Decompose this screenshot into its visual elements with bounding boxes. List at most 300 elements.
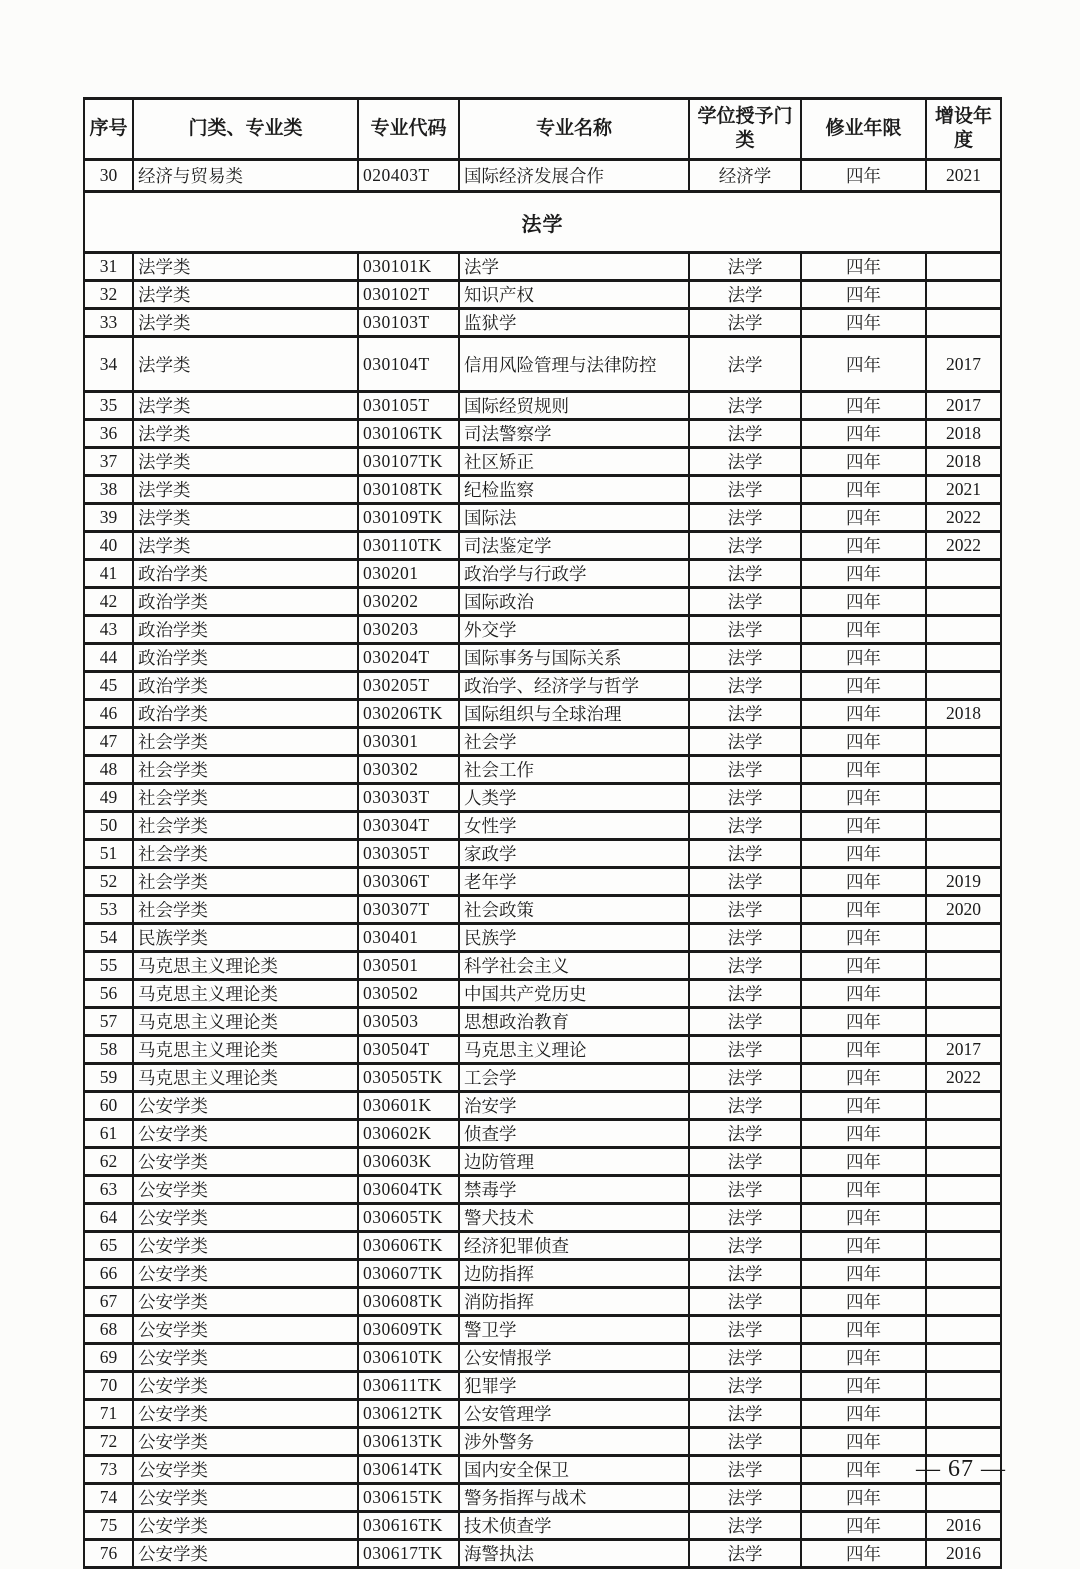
cell-added: 2017 bbox=[926, 1036, 1001, 1064]
cell-category: 公安学类 bbox=[133, 1316, 358, 1344]
cell-category: 政治学类 bbox=[133, 560, 358, 588]
cell-code: 030108TK bbox=[358, 476, 459, 504]
cell-category: 政治学类 bbox=[133, 700, 358, 728]
cell-code: 030102T bbox=[358, 281, 459, 309]
cell-added bbox=[926, 1232, 1001, 1260]
cell-degree: 法学 bbox=[689, 1540, 801, 1568]
cell-years: 四年 bbox=[801, 644, 926, 672]
table-header bbox=[84, 99, 1001, 160]
cell-years: 四年 bbox=[801, 728, 926, 756]
cell-years: 四年 bbox=[801, 616, 926, 644]
cell-added bbox=[926, 1008, 1001, 1036]
cell-category: 马克思主义理论类 bbox=[133, 1008, 358, 1036]
cell-name: 民族学 bbox=[459, 924, 689, 952]
cell-code: 030609TK bbox=[358, 1316, 459, 1344]
column-header-added: 增设年度 bbox=[926, 99, 1001, 160]
cell-name: 法学 bbox=[459, 253, 689, 281]
cell-years: 四年 bbox=[801, 1092, 926, 1120]
cell-category: 法学类 bbox=[133, 420, 358, 448]
cell-degree: 法学 bbox=[689, 1400, 801, 1428]
cell-code: 030602K bbox=[358, 1120, 459, 1148]
cell-code: 030608TK bbox=[358, 1288, 459, 1316]
cell-years: 四年 bbox=[801, 1484, 926, 1512]
cell-no: 42 bbox=[84, 588, 133, 616]
cell-code: 030204T bbox=[358, 644, 459, 672]
cell-degree: 法学 bbox=[689, 1316, 801, 1344]
cell-degree: 法学 bbox=[689, 812, 801, 840]
cell-degree: 法学 bbox=[689, 1372, 801, 1400]
cell-years: 四年 bbox=[801, 812, 926, 840]
cell-years: 四年 bbox=[801, 532, 926, 560]
cell-added: 2016 bbox=[926, 1540, 1001, 1568]
cell-name: 知识产权 bbox=[459, 281, 689, 309]
cell-category: 社会学类 bbox=[133, 896, 358, 924]
cell-name: 国际经济发展合作 bbox=[459, 160, 689, 192]
cell-degree: 法学 bbox=[689, 728, 801, 756]
cell-category: 马克思主义理论类 bbox=[133, 980, 358, 1008]
table-row bbox=[84, 1344, 1001, 1372]
cell-code: 030504T bbox=[358, 1036, 459, 1064]
cell-degree: 法学 bbox=[689, 1232, 801, 1260]
cell-no: 75 bbox=[84, 1512, 133, 1540]
cell-years: 四年 bbox=[801, 924, 926, 952]
cell-added: 2018 bbox=[926, 700, 1001, 728]
table-row bbox=[84, 1428, 1001, 1456]
table-row bbox=[84, 1288, 1001, 1316]
cell-added: 2018 bbox=[926, 448, 1001, 476]
cell-category: 马克思主义理论类 bbox=[133, 1064, 358, 1092]
cell-name: 国际政治 bbox=[459, 588, 689, 616]
cell-name: 中国共产党历史 bbox=[459, 980, 689, 1008]
cell-code: 030202 bbox=[358, 588, 459, 616]
cell-code: 030304T bbox=[358, 812, 459, 840]
cell-no: 38 bbox=[84, 476, 133, 504]
cell-degree: 法学 bbox=[689, 840, 801, 868]
table-row bbox=[84, 700, 1001, 728]
cell-no: 49 bbox=[84, 784, 133, 812]
cell-years: 四年 bbox=[801, 160, 926, 192]
cell-no: 54 bbox=[84, 924, 133, 952]
cell-added bbox=[926, 728, 1001, 756]
table-row bbox=[84, 532, 1001, 560]
table-row bbox=[84, 896, 1001, 924]
cell-name: 国际事务与国际关系 bbox=[459, 644, 689, 672]
cell-name: 社区矫正 bbox=[459, 448, 689, 476]
cell-years: 四年 bbox=[801, 980, 926, 1008]
cell-category: 政治学类 bbox=[133, 672, 358, 700]
cell-name: 国际法 bbox=[459, 504, 689, 532]
cell-name: 政治学、经济学与哲学 bbox=[459, 672, 689, 700]
cell-no: 44 bbox=[84, 644, 133, 672]
cell-degree: 法学 bbox=[689, 952, 801, 980]
table-row bbox=[84, 1232, 1001, 1260]
cell-name: 马克思主义理论 bbox=[459, 1036, 689, 1064]
cell-years: 四年 bbox=[801, 1400, 926, 1428]
cell-category: 社会学类 bbox=[133, 784, 358, 812]
cell-added bbox=[926, 1260, 1001, 1288]
table-row bbox=[84, 728, 1001, 756]
cell-added bbox=[926, 616, 1001, 644]
cell-code: 030612TK bbox=[358, 1400, 459, 1428]
cell-code: 030305T bbox=[358, 840, 459, 868]
cell-name: 监狱学 bbox=[459, 309, 689, 337]
cell-added: 2018 bbox=[926, 420, 1001, 448]
cell-no: 46 bbox=[84, 700, 133, 728]
section-header-label: 法学 bbox=[84, 192, 1001, 253]
table-row bbox=[84, 1484, 1001, 1512]
cell-years: 四年 bbox=[801, 672, 926, 700]
cell-code: 030107TK bbox=[358, 448, 459, 476]
table-row bbox=[84, 253, 1001, 281]
cell-years: 四年 bbox=[801, 560, 926, 588]
table-row bbox=[84, 337, 1001, 392]
cell-category: 政治学类 bbox=[133, 588, 358, 616]
table-row bbox=[84, 504, 1001, 532]
cell-years: 四年 bbox=[801, 840, 926, 868]
cell-years: 四年 bbox=[801, 504, 926, 532]
cell-category: 公安学类 bbox=[133, 1540, 358, 1568]
cell-degree: 法学 bbox=[689, 1176, 801, 1204]
cell-code: 030401 bbox=[358, 924, 459, 952]
table-row bbox=[84, 1204, 1001, 1232]
cell-code: 030606TK bbox=[358, 1232, 459, 1260]
cell-years: 四年 bbox=[801, 1036, 926, 1064]
column-header-name: 专业名称 bbox=[459, 99, 689, 160]
cell-category: 法学类 bbox=[133, 476, 358, 504]
cell-degree: 法学 bbox=[689, 476, 801, 504]
cell-added bbox=[926, 1120, 1001, 1148]
cell-name: 侦查学 bbox=[459, 1120, 689, 1148]
cell-years: 四年 bbox=[801, 1176, 926, 1204]
cell-name: 人类学 bbox=[459, 784, 689, 812]
cell-added bbox=[926, 253, 1001, 281]
cell-added: 2020 bbox=[926, 896, 1001, 924]
cell-years: 四年 bbox=[801, 896, 926, 924]
cell-category: 公安学类 bbox=[133, 1344, 358, 1372]
table-row bbox=[84, 1064, 1001, 1092]
cell-degree: 法学 bbox=[689, 896, 801, 924]
cell-added bbox=[926, 1148, 1001, 1176]
cell-degree: 法学 bbox=[689, 1008, 801, 1036]
cell-name: 公安管理学 bbox=[459, 1400, 689, 1428]
cell-years: 四年 bbox=[801, 253, 926, 281]
cell-code: 030607TK bbox=[358, 1260, 459, 1288]
cell-years: 四年 bbox=[801, 1428, 926, 1456]
cell-degree: 法学 bbox=[689, 532, 801, 560]
cell-no: 43 bbox=[84, 616, 133, 644]
page-number: — 67 — bbox=[916, 1456, 1006, 1482]
cell-degree: 法学 bbox=[689, 392, 801, 420]
cell-years: 四年 bbox=[801, 1344, 926, 1372]
cell-category: 社会学类 bbox=[133, 812, 358, 840]
cell-category: 社会学类 bbox=[133, 756, 358, 784]
cell-category: 公安学类 bbox=[133, 1456, 358, 1484]
cell-category: 法学类 bbox=[133, 281, 358, 309]
cell-degree: 法学 bbox=[689, 1512, 801, 1540]
cell-no: 74 bbox=[84, 1484, 133, 1512]
cell-category: 马克思主义理论类 bbox=[133, 1036, 358, 1064]
cell-name: 外交学 bbox=[459, 616, 689, 644]
cell-added: 2022 bbox=[926, 504, 1001, 532]
cell-years: 四年 bbox=[801, 1316, 926, 1344]
cell-no: 33 bbox=[84, 309, 133, 337]
cell-name: 边防管理 bbox=[459, 1148, 689, 1176]
table-row bbox=[84, 784, 1001, 812]
cell-code: 030614TK bbox=[358, 1456, 459, 1484]
cell-category: 社会学类 bbox=[133, 868, 358, 896]
cell-category: 公安学类 bbox=[133, 1512, 358, 1540]
cell-name: 警务指挥与战术 bbox=[459, 1484, 689, 1512]
cell-no: 48 bbox=[84, 756, 133, 784]
table-row bbox=[84, 588, 1001, 616]
cell-code: 030303T bbox=[358, 784, 459, 812]
cell-degree: 法学 bbox=[689, 756, 801, 784]
cell-no: 36 bbox=[84, 420, 133, 448]
cell-added bbox=[926, 1484, 1001, 1512]
cell-category: 政治学类 bbox=[133, 616, 358, 644]
column-header-years: 修业年限 bbox=[801, 99, 926, 160]
cell-added: 2021 bbox=[926, 160, 1001, 192]
cell-degree: 法学 bbox=[689, 309, 801, 337]
table-row bbox=[84, 812, 1001, 840]
table-row bbox=[84, 1092, 1001, 1120]
cell-added bbox=[926, 756, 1001, 784]
cell-category: 法学类 bbox=[133, 392, 358, 420]
cell-code: 030205T bbox=[358, 672, 459, 700]
cell-name: 信用风险管理与法律防控 bbox=[459, 337, 689, 392]
cell-no: 66 bbox=[84, 1260, 133, 1288]
cell-no: 68 bbox=[84, 1316, 133, 1344]
table-row bbox=[84, 309, 1001, 337]
cell-code: 030503 bbox=[358, 1008, 459, 1036]
cell-name: 工会学 bbox=[459, 1064, 689, 1092]
cell-no: 32 bbox=[84, 281, 133, 309]
cell-category: 公安学类 bbox=[133, 1120, 358, 1148]
cell-added bbox=[926, 560, 1001, 588]
cell-name: 警犬技术 bbox=[459, 1204, 689, 1232]
cell-degree: 法学 bbox=[689, 700, 801, 728]
table-row bbox=[84, 616, 1001, 644]
cell-category: 公安学类 bbox=[133, 1148, 358, 1176]
cell-years: 四年 bbox=[801, 1064, 926, 1092]
cell-name: 家政学 bbox=[459, 840, 689, 868]
cell-degree: 法学 bbox=[689, 337, 801, 392]
cell-name: 司法鉴定学 bbox=[459, 532, 689, 560]
cell-code: 030613TK bbox=[358, 1428, 459, 1456]
cell-code: 030601K bbox=[358, 1092, 459, 1120]
cell-category: 马克思主义理论类 bbox=[133, 952, 358, 980]
cell-code: 030206TK bbox=[358, 700, 459, 728]
cell-code: 030201 bbox=[358, 560, 459, 588]
table-row bbox=[84, 644, 1001, 672]
table-row bbox=[84, 1120, 1001, 1148]
cell-years: 四年 bbox=[801, 868, 926, 896]
cell-code: 030615TK bbox=[358, 1484, 459, 1512]
cell-years: 四年 bbox=[801, 756, 926, 784]
cell-added bbox=[926, 1400, 1001, 1428]
cell-no: 51 bbox=[84, 840, 133, 868]
cell-code: 030604TK bbox=[358, 1176, 459, 1204]
cell-years: 四年 bbox=[801, 392, 926, 420]
cell-degree: 法学 bbox=[689, 1288, 801, 1316]
cell-no: 40 bbox=[84, 532, 133, 560]
cell-category: 社会学类 bbox=[133, 728, 358, 756]
cell-added bbox=[926, 840, 1001, 868]
cell-category: 公安学类 bbox=[133, 1260, 358, 1288]
cell-degree: 法学 bbox=[689, 644, 801, 672]
cell-years: 四年 bbox=[801, 1008, 926, 1036]
table-row bbox=[84, 980, 1001, 1008]
cell-added bbox=[926, 281, 1001, 309]
cell-name: 政治学与行政学 bbox=[459, 560, 689, 588]
cell-name: 司法警察学 bbox=[459, 420, 689, 448]
cell-category: 公安学类 bbox=[133, 1092, 358, 1120]
table-row bbox=[84, 868, 1001, 896]
table-row bbox=[84, 1260, 1001, 1288]
cell-added bbox=[926, 1316, 1001, 1344]
table-row bbox=[84, 952, 1001, 980]
cell-name: 国内安全保卫 bbox=[459, 1456, 689, 1484]
cell-code: 020403T bbox=[358, 160, 459, 192]
cell-no: 72 bbox=[84, 1428, 133, 1456]
cell-years: 四年 bbox=[801, 588, 926, 616]
cell-no: 41 bbox=[84, 560, 133, 588]
cell-added bbox=[926, 672, 1001, 700]
column-header-degree: 学位授予门类 bbox=[689, 99, 801, 160]
cell-added: 2021 bbox=[926, 476, 1001, 504]
cell-added bbox=[926, 980, 1001, 1008]
cell-degree: 法学 bbox=[689, 588, 801, 616]
cell-added bbox=[926, 1344, 1001, 1372]
cell-added bbox=[926, 784, 1001, 812]
cell-name: 科学社会主义 bbox=[459, 952, 689, 980]
cell-degree: 法学 bbox=[689, 504, 801, 532]
cell-code: 030611TK bbox=[358, 1372, 459, 1400]
cell-added: 2017 bbox=[926, 392, 1001, 420]
cell-code: 030109TK bbox=[358, 504, 459, 532]
table-row bbox=[84, 560, 1001, 588]
cell-code: 030103T bbox=[358, 309, 459, 337]
cell-added bbox=[926, 588, 1001, 616]
cell-code: 030106TK bbox=[358, 420, 459, 448]
cell-category: 法学类 bbox=[133, 448, 358, 476]
cell-added bbox=[926, 924, 1001, 952]
cell-added: 2022 bbox=[926, 1064, 1001, 1092]
cell-no: 58 bbox=[84, 1036, 133, 1064]
cell-degree: 法学 bbox=[689, 1064, 801, 1092]
cell-name: 犯罪学 bbox=[459, 1372, 689, 1400]
cell-no: 39 bbox=[84, 504, 133, 532]
cell-name: 思想政治教育 bbox=[459, 1008, 689, 1036]
cell-name: 边防指挥 bbox=[459, 1260, 689, 1288]
cell-no: 73 bbox=[84, 1456, 133, 1484]
cell-no: 59 bbox=[84, 1064, 133, 1092]
cell-category: 公安学类 bbox=[133, 1372, 358, 1400]
cell-added: 2022 bbox=[926, 532, 1001, 560]
table-row bbox=[84, 160, 1001, 192]
table-row bbox=[84, 1316, 1001, 1344]
table-row bbox=[84, 420, 1001, 448]
table-row bbox=[84, 1372, 1001, 1400]
cell-no: 65 bbox=[84, 1232, 133, 1260]
table-row bbox=[84, 1512, 1001, 1540]
table-row bbox=[84, 448, 1001, 476]
table-row bbox=[84, 1008, 1001, 1036]
cell-years: 四年 bbox=[801, 784, 926, 812]
cell-category: 公安学类 bbox=[133, 1204, 358, 1232]
cell-added bbox=[926, 952, 1001, 980]
cell-no: 63 bbox=[84, 1176, 133, 1204]
cell-added bbox=[926, 1092, 1001, 1120]
cell-degree: 法学 bbox=[689, 980, 801, 1008]
cell-added bbox=[926, 644, 1001, 672]
cell-added bbox=[926, 1428, 1001, 1456]
cell-no: 70 bbox=[84, 1372, 133, 1400]
cell-years: 四年 bbox=[801, 1232, 926, 1260]
cell-no: 57 bbox=[84, 1008, 133, 1036]
cell-category: 法学类 bbox=[133, 532, 358, 560]
cell-added: 2019 bbox=[926, 868, 1001, 896]
cell-code: 030110TK bbox=[358, 532, 459, 560]
cell-code: 030610TK bbox=[358, 1344, 459, 1372]
table-row bbox=[84, 1456, 1001, 1484]
cell-no: 76 bbox=[84, 1540, 133, 1568]
cell-years: 四年 bbox=[801, 309, 926, 337]
cell-degree: 法学 bbox=[689, 1148, 801, 1176]
cell-name: 消防指挥 bbox=[459, 1288, 689, 1316]
cell-no: 56 bbox=[84, 980, 133, 1008]
table-row bbox=[84, 756, 1001, 784]
cell-years: 四年 bbox=[801, 952, 926, 980]
cell-name: 公安情报学 bbox=[459, 1344, 689, 1372]
cell-years: 四年 bbox=[801, 476, 926, 504]
cell-code: 030605TK bbox=[358, 1204, 459, 1232]
cell-degree: 法学 bbox=[689, 1120, 801, 1148]
cell-added bbox=[926, 309, 1001, 337]
cell-category: 法学类 bbox=[133, 253, 358, 281]
cell-degree: 法学 bbox=[689, 1260, 801, 1288]
table-body bbox=[84, 160, 1001, 1568]
cell-code: 030203 bbox=[358, 616, 459, 644]
cell-name: 治安学 bbox=[459, 1092, 689, 1120]
cell-name: 涉外警务 bbox=[459, 1428, 689, 1456]
cell-code: 030505TK bbox=[358, 1064, 459, 1092]
cell-no: 64 bbox=[84, 1204, 133, 1232]
cell-category: 法学类 bbox=[133, 337, 358, 392]
cell-name: 社会学 bbox=[459, 728, 689, 756]
cell-code: 030302 bbox=[358, 756, 459, 784]
cell-category: 公安学类 bbox=[133, 1288, 358, 1316]
cell-category: 公安学类 bbox=[133, 1232, 358, 1260]
cell-code: 030104T bbox=[358, 337, 459, 392]
cell-name: 社会政策 bbox=[459, 896, 689, 924]
cell-name: 国际组织与全球治理 bbox=[459, 700, 689, 728]
table-row bbox=[84, 672, 1001, 700]
column-header-no: 序号 bbox=[84, 99, 133, 160]
cell-no: 55 bbox=[84, 952, 133, 980]
cell-no: 45 bbox=[84, 672, 133, 700]
cell-years: 四年 bbox=[801, 1540, 926, 1568]
cell-no: 30 bbox=[84, 160, 133, 192]
cell-years: 四年 bbox=[801, 700, 926, 728]
cell-no: 61 bbox=[84, 1120, 133, 1148]
cell-years: 四年 bbox=[801, 1260, 926, 1288]
cell-degree: 法学 bbox=[689, 1036, 801, 1064]
cell-degree: 法学 bbox=[689, 784, 801, 812]
table-row bbox=[84, 392, 1001, 420]
cell-degree: 法学 bbox=[689, 1204, 801, 1232]
cell-category: 民族学类 bbox=[133, 924, 358, 952]
